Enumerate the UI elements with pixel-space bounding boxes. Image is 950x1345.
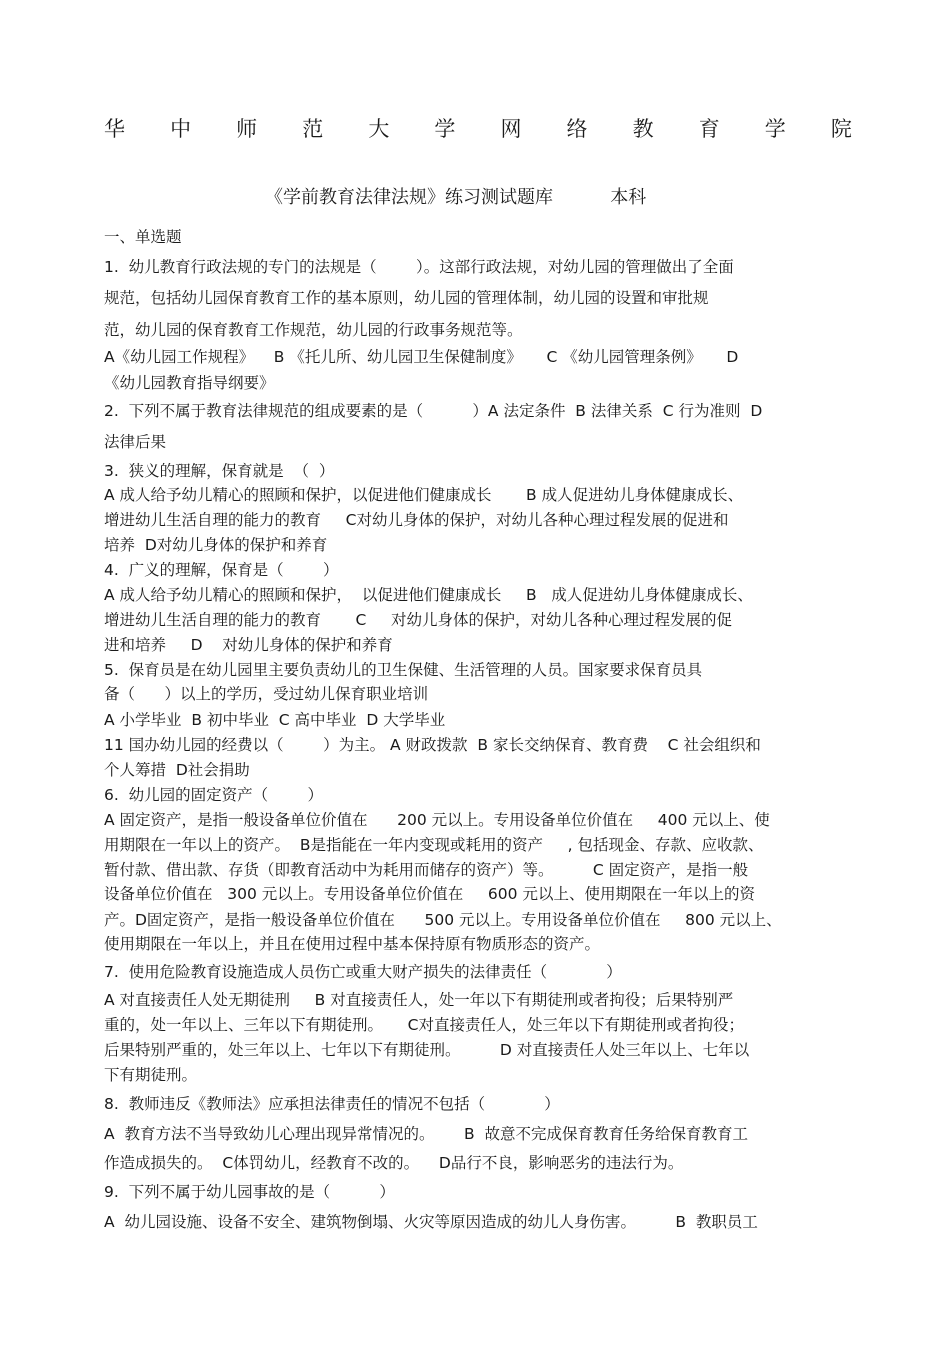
text-line: A 成人给予幼儿精心的照顾和保护， 以促进他们健康成长 B 成人促进幼儿身体健康成长、	[104, 586, 753, 604]
text-line: 6. 幼儿园的固定资产（ ）	[104, 786, 324, 804]
text-line: 重的，处一年以上、三年以下有期徒刑。 C对直接责任人，处三年以下有期徒刑或者拘役；	[104, 1016, 744, 1034]
text-line: A 教育方法不当导致幼儿心理出现异常情况的。 B 故意不完成保育教育任务给保育教育工	[104, 1125, 749, 1143]
text-line: 增进幼儿生活自理的能力的教育 C 对幼儿身体的保护，对幼儿各种心理过程发展的促	[104, 611, 732, 629]
university-name-char: 师	[236, 117, 258, 141]
text-line: 暂付款、借出款、存货（即教育活动中为耗用而储存的资产）等。 C 固定资产，是指一般	[104, 861, 749, 879]
text-line: 8. 教师违反《教师法》应承担法律责任的情况不包括（ ）	[104, 1095, 560, 1113]
text-line: 2. 下列不属于教育法律规范的组成要素的是（ ）A 法定条件 B 法律关系 C 行为准则 D	[104, 402, 763, 420]
university-name-char: 教	[632, 117, 654, 141]
text-line: A 小学毕业 B 初中毕业 C 高中毕业 D 大学毕业	[104, 711, 446, 729]
university-name-char: 中	[170, 117, 192, 141]
text-line: 增进幼儿生活自理的能力的教育 C对幼儿身体的保护，对幼儿各种心理过程发展的促进和	[104, 511, 729, 529]
text-line: 9. 下列不属于幼儿园事故的是（ ）	[104, 1183, 395, 1201]
text-line: A 成人给予幼儿精心的照顾和保护，以促进他们健康成长 B 成人促进幼儿身体健康成长、	[104, 486, 744, 504]
text-line: A《幼儿园工作规程》 B 《托儿所、幼儿园卫生保健制度》 C 《幼儿园管理条例》 D	[104, 348, 739, 366]
text-line: 培养 D对幼儿身体的保护和养育	[104, 536, 328, 554]
university-name-char: 学	[764, 117, 786, 141]
text-line: 备（ ）以上的学历，受过幼儿保育职业培训	[104, 685, 429, 703]
university-name-char: 学	[434, 117, 456, 141]
text-line: 11 国办幼儿园的经费以（ ）为主。 A 财政拨款 B 家长交纳保育、教育费 C 社会组织和	[104, 736, 761, 754]
text-line: 使用期限在一年以上，并且在使用过程中基本保持原有物质形态的资产。	[104, 935, 601, 953]
university-name-char: 网	[500, 117, 522, 141]
text-line: 5. 保育员是在幼儿园里主要负责幼儿的卫生保健、生活管理的人员。国家要求保育员具	[104, 661, 703, 679]
text-line: 用期限在一年以上的资产。 B是指能在一年内变现或耗用的资产 , 包括现金、存款、应收款、	[104, 836, 764, 854]
text-line: 个人筹措 D社会捐助	[104, 761, 250, 779]
university-name-char: 范	[302, 117, 324, 141]
text-line: 3. 狭义的理解，保育就是 （ ）	[104, 462, 335, 480]
text-line: 7. 使用危险教育设施造成人员伤亡或重大财产损失的法律责任（ ）	[104, 963, 622, 981]
text-line: 设备单位价值在 300 元以上。专用设备单位价值在 600 元以上、使用期限在一年以上的资	[104, 885, 755, 903]
document-title: 《学前教育法律法规》练习测试题库 本科	[265, 187, 647, 208]
text-line: 规范，包括幼儿园保育教育工作的基本原则，幼儿园的管理体制，幼儿园的设置和审批规	[104, 289, 709, 307]
university-name-char: 育	[698, 117, 720, 141]
text-line: 4. 广义的理解，保育是（ ）	[104, 561, 339, 579]
text-line: 范，幼儿园的保育教育工作规范，幼儿园的行政事务规范等。	[104, 321, 523, 339]
university-name-char: 大	[368, 117, 390, 141]
text-line: 1. 幼儿教育行政法规的专门的法规是（ ）。这部行政法规，对幼儿园的管理做出了全面	[104, 258, 734, 276]
text-line: 《幼儿园教育指导纲要》	[104, 374, 275, 392]
university-name-char: 络	[566, 117, 588, 141]
text-line: A 对直接责任人处无期徒刑 B 对直接责任人，处一年以下有期徒刑或者拘役；后果特别严	[104, 991, 734, 1009]
text-line: A 幼儿园设施、设备不安全、建筑物倒塌、火灾等原因造成的幼儿人身伤害。 B 教职员工	[104, 1213, 758, 1231]
text-line: 产。D固定资产，是指一般设备单位价值在 500 元以上。专用设备单位价值在 800 元以上、	[104, 911, 782, 929]
text-line: 后果特别严重的，处三年以上、七年以下有期徒刑。 D 对直接责任人处三年以上、七年以	[104, 1041, 750, 1059]
university-name-char: 院	[830, 117, 852, 141]
text-line: 作造成损失的。 C体罚幼儿，经教育不改的。 D品行不良，影响恶劣的违法行为。	[104, 1154, 684, 1172]
university-name	[104, 113, 852, 143]
text-line: 法律后果	[104, 433, 167, 451]
university-name-char: 华	[104, 117, 125, 141]
text-line: 进和培养 D 对幼儿身体的保护和养育	[104, 636, 393, 654]
text-line: 下有期徒刑。	[104, 1066, 198, 1084]
text-line: A 固定资产，是指一般设备单位价值在 200 元以上。专用设备单位价值在 400 元以上、使	[104, 811, 770, 829]
section-heading: 一、单选题	[104, 228, 182, 246]
